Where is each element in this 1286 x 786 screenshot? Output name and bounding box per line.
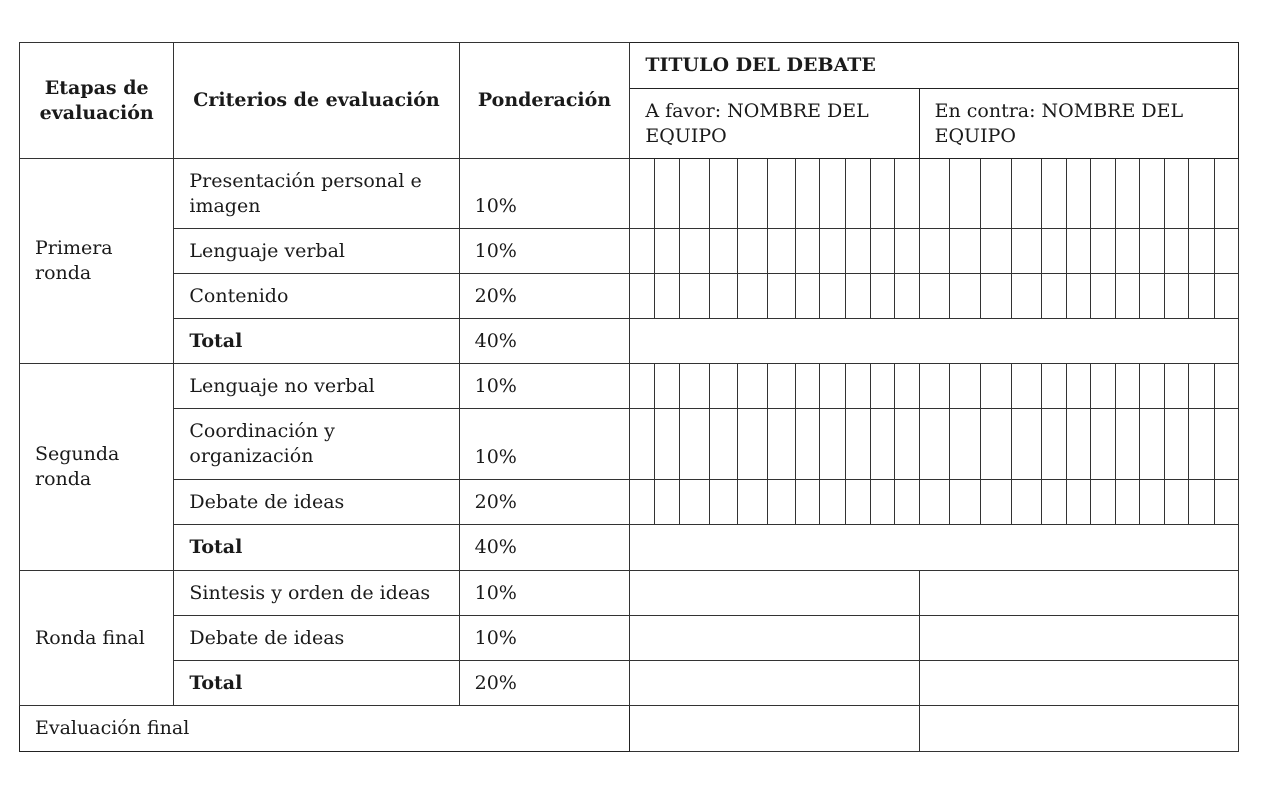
score-cell[interactable] xyxy=(1066,364,1091,409)
score-cell[interactable] xyxy=(870,409,895,480)
score-cell[interactable] xyxy=(1091,159,1116,229)
score-cell[interactable] xyxy=(1115,409,1140,480)
score-cell[interactable] xyxy=(919,159,950,229)
score-cell[interactable] xyxy=(1215,274,1239,319)
score-for-cell[interactable] xyxy=(630,571,919,616)
score-cell[interactable] xyxy=(654,274,680,319)
score-cell[interactable] xyxy=(820,229,846,274)
score-cell[interactable] xyxy=(795,159,820,229)
score-cell[interactable] xyxy=(820,159,846,229)
score-cell[interactable] xyxy=(846,364,871,409)
score-cell[interactable] xyxy=(1164,159,1189,229)
score-cell[interactable] xyxy=(870,274,895,319)
score-cell[interactable] xyxy=(1215,480,1239,525)
score-cell[interactable] xyxy=(795,274,820,319)
score-cell[interactable] xyxy=(820,409,846,480)
score-cell[interactable] xyxy=(795,409,820,480)
stage-cell: Primera ronda xyxy=(20,159,174,364)
criterion-cell: Sintesis y orden de ideas xyxy=(174,571,459,616)
weight-cell: 10% xyxy=(459,616,630,661)
score-cell[interactable] xyxy=(1011,229,1042,274)
score-cell[interactable] xyxy=(654,409,680,480)
score-cell[interactable] xyxy=(795,480,820,525)
score-cell[interactable] xyxy=(1066,480,1091,525)
score-cell[interactable] xyxy=(820,480,846,525)
criterion-cell: Presentación personal e imagen xyxy=(174,159,459,229)
team-against: En contra: NOMBRE DEL EQUIPO xyxy=(919,89,1238,159)
score-cell[interactable] xyxy=(1042,480,1067,525)
weight-cell: 20% xyxy=(459,480,630,525)
criterion-cell: Lenguaje verbal xyxy=(174,229,459,274)
score-cell[interactable] xyxy=(1215,364,1239,409)
score-cell[interactable] xyxy=(1140,480,1165,525)
score-cell[interactable] xyxy=(1011,274,1042,319)
score-cell[interactable] xyxy=(710,480,738,525)
score-cell[interactable] xyxy=(630,480,655,525)
score-cell[interactable] xyxy=(950,229,981,274)
score-cell[interactable] xyxy=(1115,274,1140,319)
score-cell[interactable] xyxy=(710,409,738,480)
score-cell[interactable] xyxy=(950,480,981,525)
score-cell[interactable] xyxy=(630,274,655,319)
score-cell[interactable] xyxy=(950,274,981,319)
score-cell[interactable] xyxy=(820,274,846,319)
score-cell[interactable] xyxy=(768,364,796,409)
score-cell[interactable] xyxy=(654,159,680,229)
score-cell[interactable] xyxy=(1042,409,1067,480)
score-cell[interactable] xyxy=(895,274,920,319)
score-cell[interactable] xyxy=(1066,159,1091,229)
score-cell[interactable] xyxy=(1189,409,1215,480)
score-cell[interactable] xyxy=(1091,364,1116,409)
score-cell[interactable] xyxy=(768,274,796,319)
total-score-cell[interactable] xyxy=(630,525,1239,571)
score-cell[interactable] xyxy=(768,159,796,229)
score-against-cell[interactable] xyxy=(919,571,1238,616)
score-cell[interactable] xyxy=(630,364,655,409)
score-cell[interactable] xyxy=(919,409,950,480)
score-cell[interactable] xyxy=(846,409,871,480)
score-cell[interactable] xyxy=(870,364,895,409)
score-for-cell[interactable] xyxy=(630,661,919,706)
score-cell[interactable] xyxy=(768,480,796,525)
score-cell[interactable] xyxy=(980,159,1011,229)
score-cell[interactable] xyxy=(1215,409,1239,480)
score-cell[interactable] xyxy=(1215,229,1239,274)
score-cell[interactable] xyxy=(1091,409,1116,480)
score-cell[interactable] xyxy=(846,229,871,274)
score-cell[interactable] xyxy=(895,480,920,525)
weight-cell: 10% xyxy=(459,159,630,229)
score-cell[interactable] xyxy=(846,480,871,525)
score-cell[interactable] xyxy=(1011,480,1042,525)
score-against-cell[interactable] xyxy=(919,616,1238,661)
criterion-total: Total xyxy=(174,319,459,364)
weight-cell: 20% xyxy=(459,274,630,319)
score-cell[interactable] xyxy=(680,274,710,319)
criterion-total: Total xyxy=(174,661,459,706)
score-cell[interactable] xyxy=(795,364,820,409)
score-cell[interactable] xyxy=(980,274,1011,319)
header-weight: Ponderación xyxy=(459,43,630,159)
score-cell[interactable] xyxy=(630,159,655,229)
score-cell[interactable] xyxy=(680,480,710,525)
score-cell[interactable] xyxy=(737,274,768,319)
score-cell[interactable] xyxy=(1011,364,1042,409)
score-cell[interactable] xyxy=(1140,159,1165,229)
final-score-for-cell[interactable] xyxy=(630,706,919,752)
score-cell[interactable] xyxy=(950,364,981,409)
score-cell[interactable] xyxy=(1164,274,1189,319)
score-cell[interactable] xyxy=(1091,229,1116,274)
score-cell[interactable] xyxy=(1091,274,1116,319)
score-cell[interactable] xyxy=(895,159,920,229)
team-for: A favor: NOMBRE DEL EQUIPO xyxy=(630,89,919,159)
score-cell[interactable] xyxy=(1164,229,1189,274)
score-cell[interactable] xyxy=(654,364,680,409)
debate-rubric-table xyxy=(19,42,1239,752)
score-cell[interactable] xyxy=(1042,364,1067,409)
score-cell[interactable] xyxy=(846,274,871,319)
score-cell[interactable] xyxy=(1115,229,1140,274)
score-cell[interactable] xyxy=(737,409,768,480)
score-cell[interactable] xyxy=(737,364,768,409)
score-cell[interactable] xyxy=(710,274,738,319)
criterion-cell: Coordinación y organización xyxy=(174,409,459,480)
score-cell[interactable] xyxy=(1140,274,1165,319)
score-cell[interactable] xyxy=(1066,274,1091,319)
score-cell[interactable] xyxy=(980,229,1011,274)
score-cell[interactable] xyxy=(710,229,738,274)
score-cell[interactable] xyxy=(1115,364,1140,409)
criterion-cell: Debate de ideas xyxy=(174,480,459,525)
criterion-cell: Debate de ideas xyxy=(174,616,459,661)
stage-cell: Ronda final xyxy=(20,571,174,706)
score-cell[interactable] xyxy=(950,409,981,480)
weight-total: 40% xyxy=(459,319,630,364)
score-for-cell[interactable] xyxy=(630,616,919,661)
score-cell[interactable] xyxy=(1189,480,1215,525)
score-cell[interactable] xyxy=(1164,480,1189,525)
score-cell[interactable] xyxy=(870,480,895,525)
score-against-cell[interactable] xyxy=(919,661,1238,706)
score-cell[interactable] xyxy=(654,229,680,274)
score-cell[interactable] xyxy=(768,409,796,480)
score-cell[interactable] xyxy=(1189,364,1215,409)
score-cell[interactable] xyxy=(1042,229,1067,274)
score-cell[interactable] xyxy=(1042,274,1067,319)
score-cell[interactable] xyxy=(1164,409,1189,480)
score-cell[interactable] xyxy=(1140,229,1165,274)
score-cell[interactable] xyxy=(680,159,710,229)
score-cell[interactable] xyxy=(795,229,820,274)
final-evaluation-label: Evaluación final xyxy=(20,706,630,752)
score-cell[interactable] xyxy=(980,480,1011,525)
score-cell[interactable] xyxy=(980,409,1011,480)
weight-total: 20% xyxy=(459,661,630,706)
weight-cell: 10% xyxy=(459,364,630,409)
final-score-against-cell[interactable] xyxy=(919,706,1238,752)
score-cell[interactable] xyxy=(1215,159,1239,229)
score-cell[interactable] xyxy=(950,159,981,229)
weight-cell: 10% xyxy=(459,571,630,616)
score-cell[interactable] xyxy=(846,159,871,229)
debate-title: TITULO DEL DEBATE xyxy=(630,43,1239,89)
score-cell[interactable] xyxy=(919,480,950,525)
score-cell[interactable] xyxy=(1115,159,1140,229)
score-cell[interactable] xyxy=(1140,409,1165,480)
score-cell[interactable] xyxy=(919,364,950,409)
score-cell[interactable] xyxy=(737,159,768,229)
weight-total: 40% xyxy=(459,525,630,571)
header-stages: Etapas de evaluación xyxy=(20,43,174,159)
header-criteria: Criterios de evaluación xyxy=(174,43,459,159)
score-cell[interactable] xyxy=(980,364,1011,409)
score-cell[interactable] xyxy=(895,364,920,409)
score-cell[interactable] xyxy=(820,364,846,409)
score-cell[interactable] xyxy=(630,229,655,274)
score-cell[interactable] xyxy=(1164,364,1189,409)
score-cell[interactable] xyxy=(680,364,710,409)
score-cell[interactable] xyxy=(737,480,768,525)
stage-cell: Segunda ronda xyxy=(20,364,174,571)
total-score-cell[interactable] xyxy=(630,319,1239,364)
criterion-cell: Contenido xyxy=(174,274,459,319)
score-cell[interactable] xyxy=(1189,159,1215,229)
score-cell[interactable] xyxy=(1091,480,1116,525)
score-cell[interactable] xyxy=(1066,229,1091,274)
score-cell[interactable] xyxy=(710,364,738,409)
score-cell[interactable] xyxy=(654,480,680,525)
score-cell[interactable] xyxy=(768,229,796,274)
score-cell[interactable] xyxy=(919,229,950,274)
score-cell[interactable] xyxy=(1140,364,1165,409)
score-cell[interactable] xyxy=(1189,229,1215,274)
score-cell[interactable] xyxy=(737,229,768,274)
score-cell[interactable] xyxy=(630,409,655,480)
score-cell[interactable] xyxy=(1042,159,1067,229)
score-cell[interactable] xyxy=(870,229,895,274)
score-cell[interactable] xyxy=(1011,409,1042,480)
score-cell[interactable] xyxy=(1011,159,1042,229)
score-cell[interactable] xyxy=(1066,409,1091,480)
score-cell[interactable] xyxy=(895,409,920,480)
weight-cell: 10% xyxy=(459,229,630,274)
score-cell[interactable] xyxy=(1189,274,1215,319)
score-cell[interactable] xyxy=(895,229,920,274)
criterion-cell: Lenguaje no verbal xyxy=(174,364,459,409)
score-cell[interactable] xyxy=(680,229,710,274)
score-cell[interactable] xyxy=(680,409,710,480)
score-cell[interactable] xyxy=(919,274,950,319)
score-cell[interactable] xyxy=(710,159,738,229)
score-cell[interactable] xyxy=(1115,480,1140,525)
score-cell[interactable] xyxy=(870,159,895,229)
weight-cell: 10% xyxy=(459,409,630,480)
criterion-total: Total xyxy=(174,525,459,571)
